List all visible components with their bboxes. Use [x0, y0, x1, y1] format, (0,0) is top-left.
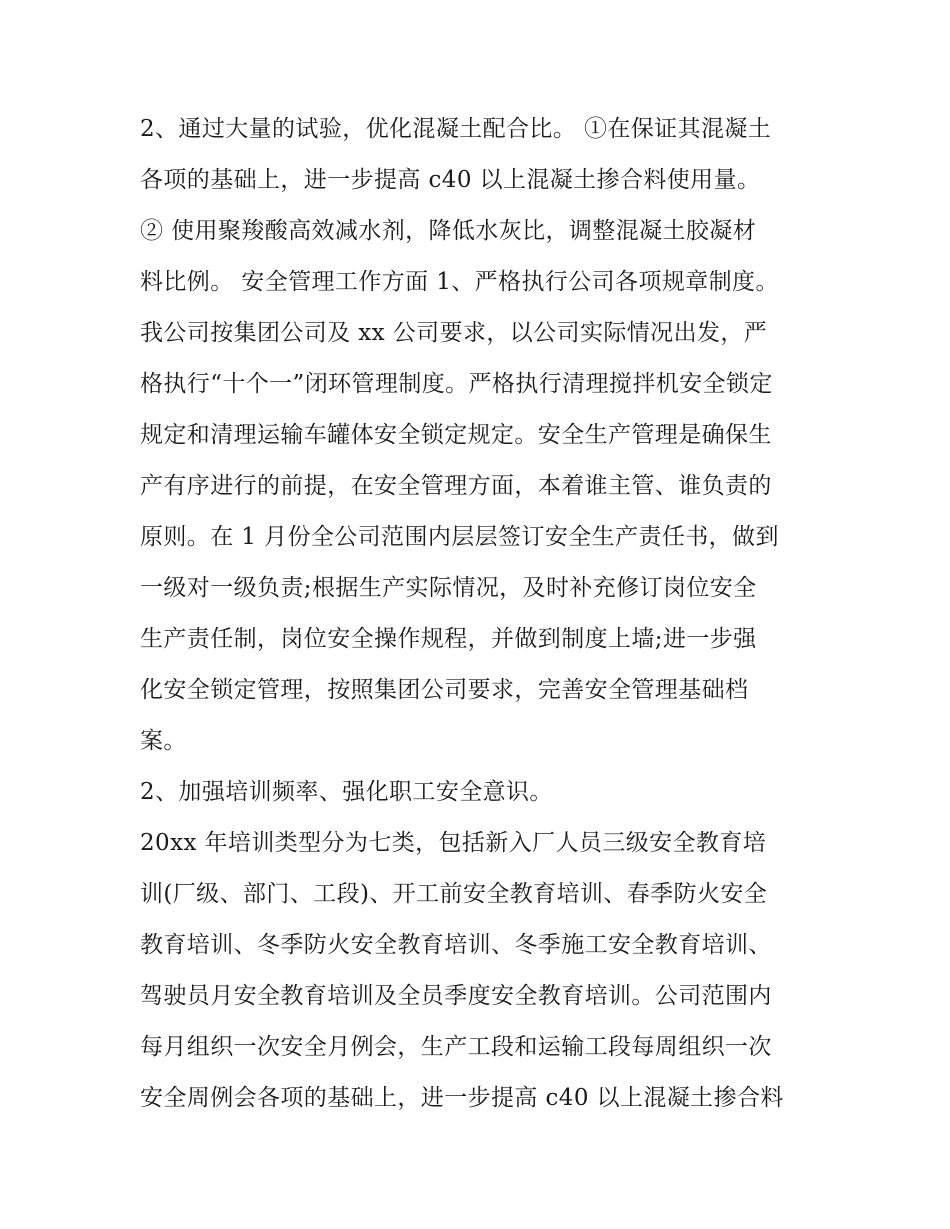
- text-line-7: 规定和清理运输车罐体安全锁定规定。安全生产管理是确保生: [140, 422, 772, 448]
- text-line-10: 一级对一级负责;根据生产实际情况，及时补充修订岗位安全: [140, 575, 757, 601]
- text-line-17: 教育培训、冬季防火安全教育培训、冬季施工安全教育培训、: [140, 932, 772, 958]
- text-line-16: 训(厂级、部门、工段)、开工前安全教育培训、春季防火安全: [140, 881, 768, 907]
- text-line-2: 各项的基础上，进一步提高 c40 以上混凝土掺合料使用量。: [140, 167, 761, 193]
- text-line-15: 20xx 年培训类型分为七类，包括新入厂人员三级安全教育培: [140, 830, 767, 856]
- text-line-19: 每月组织一次安全月例会，生产工段和运输工段每周组织一次: [140, 1034, 772, 1060]
- text-line-4: 料比例。 安全管理工作方面 1、严格执行公司各项规章制度。: [140, 269, 779, 295]
- text-line-8: 产有序进行的前提，在安全管理方面，本着谁主管、谁负责的: [140, 473, 772, 499]
- text-line-14: 2、加强培训频率、强化职工安全意识。: [140, 779, 553, 805]
- text-line-3: ② 使用聚羧酸高效减水剂，降低水灰比，调整混凝土胶凝材: [140, 218, 757, 244]
- text-line-18: 驾驶员月安全教育培训及全员季度安全教育培训。公司范围内: [140, 983, 772, 1009]
- text-line-20: 安全周例会各项的基础上，进一步提高 c40 以上混凝土掺合料: [140, 1085, 784, 1111]
- text-line-11: 生产责任制，岗位安全操作规程，并做到制度上墙;进一步强: [140, 626, 757, 652]
- text-line-6: 格执行“十个一”闭环管理制度。严格执行清理搅拌机安全锁定: [140, 371, 773, 397]
- text-line-13: 案。: [140, 728, 187, 754]
- text-line-1: 2、通过大量的试验，优化混凝土配合比。 ①在保证其混凝土: [140, 116, 772, 142]
- text-line-9: 原则。在 1 月份全公司范围内层层签订安全生产责任书，做到: [140, 524, 779, 550]
- document-body: [140, 104, 830, 1124]
- text-line-5: 我公司按集团公司及 xx 公司要求，以公司实际情况出发，严: [140, 320, 768, 346]
- text-line-12: 化安全锁定管理，按照集团公司要求，完善安全管理基础档: [140, 677, 749, 703]
